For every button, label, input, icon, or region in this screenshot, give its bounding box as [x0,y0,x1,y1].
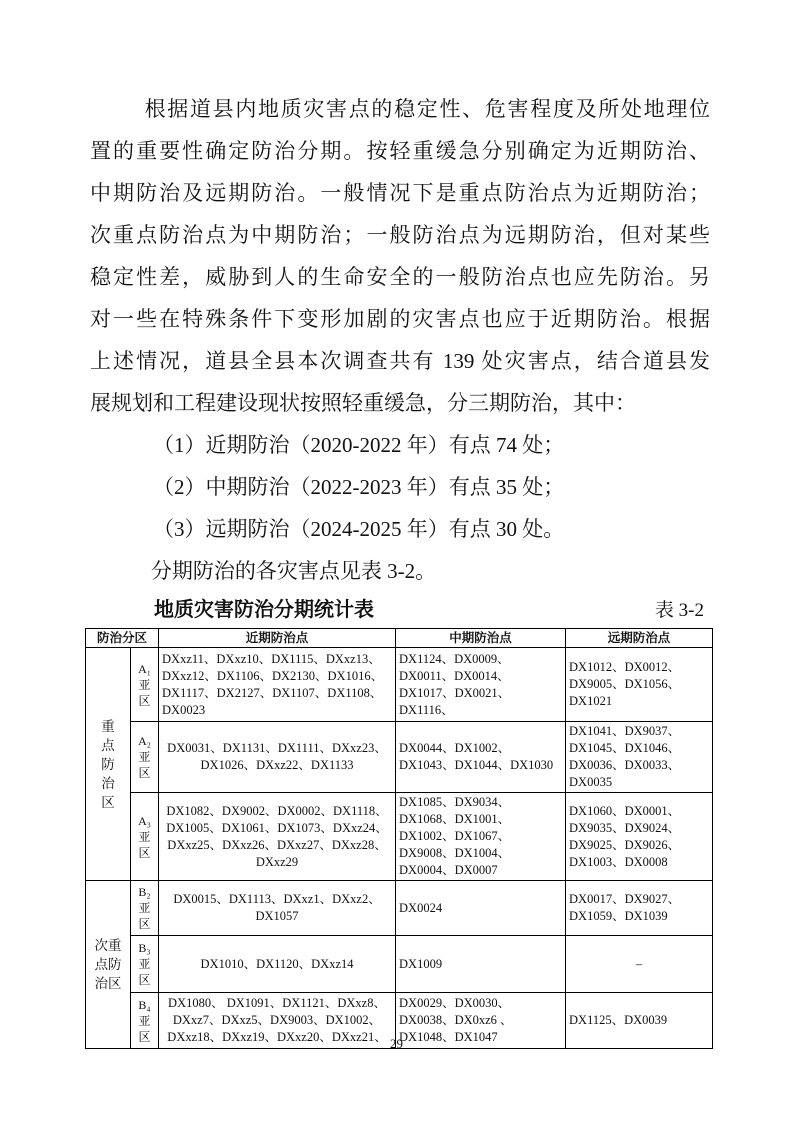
mid-term-points-a3: DX1085、DX9034、DX1068、DX1001、DX1002、DX1067、DX9008、DX1004、DX0004、DX0007 [396,793,566,881]
col-header-near: 近期防治点 [159,629,396,648]
table-caption [90,594,710,622]
body-paragraph [90,88,710,424]
subzone-label-a1: A₁ 亚 区 [131,648,159,722]
list-item-near-term: （1）近期防治（2020-2022 年）有点 74 处； [153,433,565,457]
page-content [90,88,710,1049]
body-line: 上述情况，道县全县本次调查共有 139 处灾害点，结合道县发 [90,349,710,373]
far-term-points-a3: DX1060、DX0001、DX9035、DX9024、DX9025、DX9026、DX1003、DX0008 [566,793,713,881]
subzone-label-b4: B₄ 亚 区 [131,993,159,1049]
subzone-label-a2: A₂ 亚 区 [131,722,159,793]
far-term-points-b2: DX0017、DX9027、DX1059、DX1039 [566,881,713,936]
near-term-points-a2: DX0031、DX1131、DX1111、DXxz23、DX1026、DXxz22、DX1133 [159,722,396,793]
prevention-phase-table [85,628,713,1049]
subzone-label-b3: B₃ 亚 区 [131,936,159,993]
far-term-points-b4: DX1125、DX0039 [566,993,713,1049]
near-term-points-b3: DX1010、DX1120、DXxz14 [159,936,396,993]
far-term-points-b3: – [566,936,713,993]
mid-term-points-b4: DX0029、DX0030、DX0038、DX0xz6 、DX1048、DX1047 [396,993,566,1049]
far-term-points-a1: DX1012、DX0012、DX9005、DX1056、DX1021 [566,648,713,722]
list-item-far-term: （3）远期防治（2024-2025 年）有点 30 处。 [153,517,565,541]
group-label-secondary-zone: 次重 点防 治区 [86,881,131,1049]
body-line: 展规划和工程建设现状按照轻重缓急，分三期防治，其中： [90,391,636,415]
mid-term-points-b3: DX1009 [396,936,566,993]
page-number: 29 [390,1036,403,1051]
body-line: 根据道县内地质灾害点的稳定性、危害程度及所处地理位 [144,97,710,121]
mid-term-points-a1: DX1124、DX0009、DX0011、DX0014、DX1017、DX0021、DX1116、 [396,648,566,722]
far-term-points-a2: DX1041、DX9037、DX1045、DX1046、DX0036、DX0033、DX0035 [566,722,713,793]
body-line: 稳定性差，威胁到人的生命安全的一般防治点也应先防治。另 [90,265,710,289]
table-row-b2 [86,881,713,936]
body-line: 置的重要性确定防治分期。按轻重缓急分别确定为近期防治、 [90,139,710,163]
table-number: 表 3-2 [654,600,704,621]
table-row-a3 [86,793,713,881]
mid-term-points-b2: DX0024 [396,881,566,936]
near-term-points-a1: DXxz11、DXxz10、DX1115、DXxz13、DXxz12、DX1106、DX2130、DX1016、DX1117、DX2127、DX1107、DX1108、DX0023 [159,648,396,722]
list-item-mid-term: （2）中期防治（2022-2023 年）有点 35 处； [153,475,565,499]
body-line: 对一些在特殊条件下变形加剧的灾害点也应于近期防治。根据 [90,307,710,331]
col-header-far: 远期防治点 [566,629,713,648]
table-row-a1 [86,648,713,722]
col-header-zone: 防治分区 [86,629,159,648]
table-reference-line: 分期防治的各灾害点见表 3-2。 [150,559,437,583]
body-line: 中期防治及远期防治。一般情况下是重点防治点为近期防治； [90,181,710,205]
body-line: 次重点防治点为中期防治；一般防治点为远期防治，但对某些 [90,223,710,247]
mid-term-points-a2: DX0044、DX1002、DX1043、DX1044、DX1030 [396,722,566,793]
col-header-mid: 中期防治点 [396,629,566,648]
near-term-points-a3: DX1082、DX9002、DX0002、DX1118、DX1005、DX1061、DX1073、DXxz24、DXxz25、DXxz26、DXxz27、DXxz28、DXxz29 [159,793,396,881]
table-header-row [86,629,713,648]
group-label-key-zone: 重 点 防 治 区 [86,648,131,881]
table-title: 地质灾害防治分期统计表 [154,599,374,621]
numbered-list [90,424,710,550]
near-term-points-b4: DX1080、 DX1091、DX1121、DXxz8、DXxz7、DXxz5、DX9003、DX1002、DXxz18、DXxz19、DXxz20、DXxz21、 [159,993,396,1049]
near-term-points-b2: DX0015、DX1113、DXxz1、DXxz2、DX1057 [159,881,396,936]
table-row-b3 [86,936,713,993]
subzone-label-b2: B₂ 亚 区 [131,881,159,936]
subzone-label-a3: A₃ 亚 区 [131,793,159,881]
table-row-a2 [86,722,713,793]
